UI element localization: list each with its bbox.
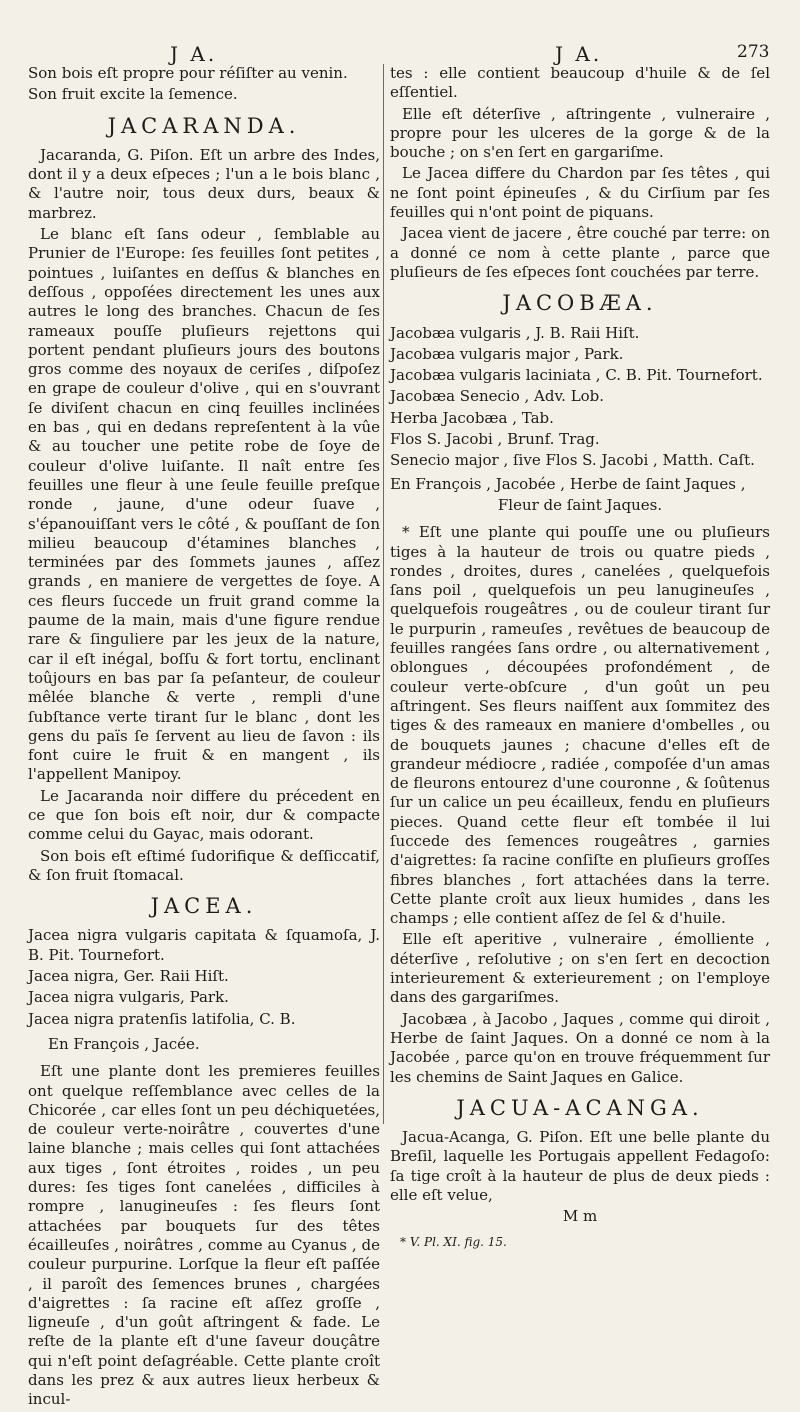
jacobaea-synonym: Herba Jacobæa , Tab.	[390, 408, 554, 427]
jacea-french-name: En François , Jacée.	[48, 1034, 200, 1053]
jacaranda-para-1: Jacaranda, G. Piſon. Eſt un arbre des Indes, dont il y a deux eſpeces ; l'un a le bois blanc , & l'autre noir, tous deux durs, beaux & marbrez.	[28, 145, 380, 222]
jacea-synonym: Jacea nigra pratenſis latifolia, C. B.	[28, 1009, 296, 1028]
footnote: * V. Pl. XI. fig. 15.	[400, 1234, 507, 1249]
jacaranda-para-4: Son bois eſt eſtimé ſudorifique & deſſiccatif, & ſon fruit ſtomacal.	[28, 846, 380, 884]
jacua-acanga-heading: JACUA-ACANGA.	[456, 1095, 704, 1120]
jacea-properties: Elle eſt déterſive , aſtringente , vulneraire , propre pour les ulceres de la gorge & de la bouche ; on s'en ſert en gargariſme.	[390, 104, 770, 162]
jacobaea-french-name-2: Fleur de ſaint Jaques.	[497, 495, 663, 514]
jacea-description: Eſt une plante dont les premieres feuilles ont quelque reſſemblance avec celles de la Chicorée , car elles ſont un peu déchiquetées, de couleur verte-noirâtre , couvertes d'une laine blanche ; mais celles qui ſont attachées aux tiges , ſont étroites , roides , un peu dures: ſes tiges ſont canelées , difficiles à rompre , lanugineuſes : ſes fleurs ſont attachées par bouquets ſur des têtes écailleuſes , noirâtres , comme au Cyanus , de couleur purpurine. Lorſque la fleur eſt paſſée , il paroît des ſemences brunes , chargées d'aigrettes : ſa racine eſt aſſez groſſe , ligneuſe , d'un goût aſtringent & fade. Le reſte de la plante eſt d'une ſaveur douçâtre qui n'eſt point deſagréable. Cette plante croît dans les prez & aux autres lieux herbeux & incul-	[28, 1062, 380, 1409]
page-number: 273	[737, 42, 770, 62]
signature-mark: M m	[562, 1207, 598, 1226]
jacea-synonym: Jacea nigra vulgaris, Park.	[28, 988, 229, 1007]
jacua-acanga-description: Jacua-Acanga, G. Piſon. Eſt une belle plante du Breſil, laquelle les Portugais appellent Fedagoſo: ſa tige croît à la hauteur de plus de deux pieds : elle eſt velue,	[390, 1128, 770, 1205]
jacobaea-description: * Eſt une plante qui pouſſe une ou pluſieurs tiges à la hauteur de trois ou quatre pieds , rondes , droites, dures , canelées , quelquefois ſans poil , quelquefois un peu lanugineuſes , quelquefois rougeâtres , ou de couleur tirant ſur le purpurin , rameuſes , revêtues de beaucoup de feuilles rangées ſans ordre , ou alternativement , oblongues , découpées profondément , de couleur verte-obſcure , d'un goût un peu aſtringent. Ses fleurs naiſſent aux ſommitez des tiges & des rameaux en maniere d'ombelles , ou de bouquets jaunes ; chacune d'elles eſt de grandeur médiocre , radiée , compoſée d'un amas de fleurons entourez d'une couronne , & ſoûtenus ſur un calice un peu écailleux, fendu en pluſieurs pieces. Quand cette fleur eſt tombée il lui ſuccede des ſemences rougeâtres , garnies d'aigrettes: ſa racine conſiſte en pluſieurs groſſes fibres blanches , fort attachées dans la terre. Cette plante croît aux lieux humides , dans les champs ; elle contient aſſez de ſel & d'huile.	[390, 523, 770, 928]
jacea-continued: tes : elle contient beaucoup d'huile & de ſel eſſentiel.	[390, 64, 770, 102]
left-column	[28, 64, 380, 1412]
jacea-difference: Le Jacea differe du Chardon par ſes têtes , qui ne ſont point épineuſes , & du Cirſium par ſes feuilles qui n'ont point de piquans.	[390, 164, 770, 222]
jacobaea-synonym: Jacobæa vulgaris laciniata , C. B. Pit. Tournefort.	[390, 366, 763, 385]
jacobaea-etymology: Jacobæa , à Jacobo , Jaques , comme qui diroit , Herbe de ſaint Jaques. On a donné ce nom à la Jacobée , parce qu'on en trouve fréquemment ſur les chemins de Saint Jaques en Galice.	[390, 1009, 770, 1086]
jacobaea-synonym: Senecio major , ſive Flos S. Jacobi , Matth. Caſt.	[390, 451, 755, 470]
jacea-synonym: Jacea nigra, Ger. Raii Hiſt.	[28, 967, 229, 986]
jacobaea-synonym: Jacobæa vulgaris , J. B. Raii Hiſt.	[390, 323, 640, 342]
jacobaea-synonym: Jacobæa vulgaris major , Park.	[390, 344, 624, 363]
jacea-heading: JACEA.	[150, 894, 258, 919]
column-rule	[383, 64, 384, 1124]
jacobaea-synonym: Jacobæa Senecio , Adv. Lob.	[390, 387, 605, 406]
jacaranda-heading: JACARANDA.	[107, 113, 301, 138]
jacobaea-french-name: En François , Jacobée , Herbe de ſaint Jaques ,	[390, 474, 746, 493]
running-head-right: J A.	[555, 42, 603, 66]
jacea-etymology: Jacea vient de jacere , être couché par terre: on a donné ce nom à cette plante , parce que pluſieurs de ſes eſpeces ſont couchées par terre.	[390, 224, 770, 281]
jacea-synonym: Jacea nigra vulgaris capitata & ſquamoſa, J. B. Pit. Tournefort.	[28, 926, 380, 964]
jacobaea-heading: JACOBÆA.	[502, 291, 658, 316]
intro-line-2: Son fruit excite la ſemence.	[28, 85, 238, 104]
jacobaea-synonym: Flos S. Jacobi , Brunf. Trag.	[390, 430, 600, 449]
running-head-left: J A.	[170, 42, 218, 66]
jacobaea-properties: Elle eſt aperitive , vulneraire , émolliente , déterſive , reſolutive ; on s'en ſert en decoction interieurement & exterieurement ; on l'employe dans des gargariſmes.	[390, 930, 770, 1007]
jacaranda-para-2: Le blanc eſt ſans odeur , ſemblable au Prunier de l'Europe: ſes feuilles ſont petites , pointues , luiſantes en deſſus & blanches en deſſous , oppoſées directement les unes aux autres le long des branches. Chacun de ſes rameaux pouſſe pluſieurs rejettons qui portent pendant pluſieurs jours des boutons gros comme des noyaux de ceriſes , diſpoſez en grape de couleur d'olive , qui en s'ouvrant ſe diviſent chacun en cinq feuilles inclinées en bas , qui en dedans repreſentent à la vûe & au toucher une petite robe de ſoye de couleur d'olive luiſante. Il naît entre ſes feuilles une fleur à une ſeule feuille preſque ronde , jaune, d'une odeur ſuave , s'épanouiſſant vers le côté , & pouſſant de ſon milieu beaucoup d'étamines blanches , terminées par des ſommets jaunes , aſſez grands , en maniere de vergettes de ſoye. A ces fleurs ſuccede un fruit grand comme la paume de la main, mais d'une figure rendue rare & ſinguliere par les jeux de la nature, car il eſt inégal, boſſu & fort tortu, enclinant toûjours en bas par ſa peſanteur, de couleur mêlée blanche & verte , rempli d'une ſubſtance verte tirant ſur le blanc , dont les gens du païs ſe ſervent au lieu de ſavon : ils font cuire le fruit & en mangent , ils l'appellent Manipoy.	[28, 225, 380, 784]
jacaranda-para-3: Le Jacaranda noir differe du précedent en ce que ſon bois eſt noir, dur & compacte comme celui du Gayac, mais odorant.	[28, 786, 380, 844]
right-column	[390, 64, 770, 1252]
intro-line-1: Son bois eſt propre pour réſiſter au venin.	[28, 64, 348, 82]
